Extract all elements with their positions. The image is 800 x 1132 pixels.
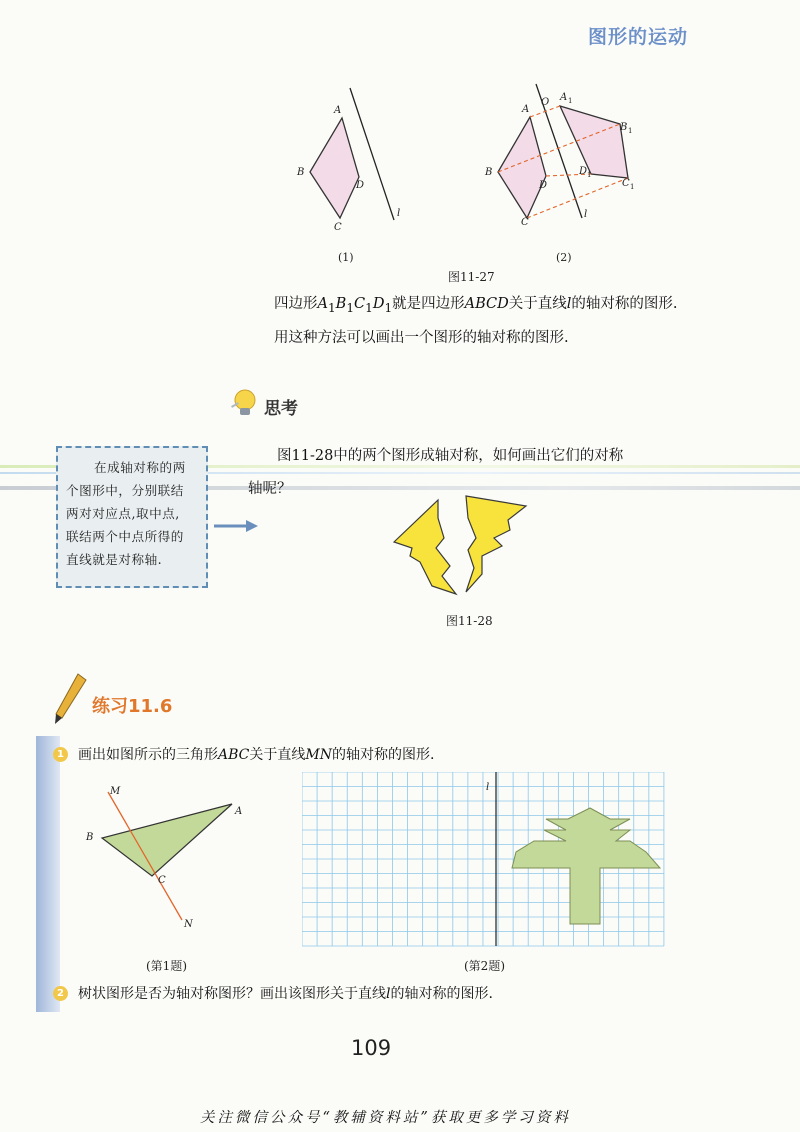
label-d2: D	[539, 180, 548, 191]
quad-a1b1c1d1	[560, 106, 628, 178]
label-a: A	[334, 105, 342, 116]
label-c1: C	[622, 178, 630, 189]
figure-caption-11-28: 图11-28	[446, 614, 493, 628]
label-c: C	[334, 222, 342, 233]
sub-caption-1: (1)	[338, 251, 354, 264]
question-2-text: 树状图形是否为轴对称图形？画出该图形关于直线l的轴对称的图形.	[78, 986, 493, 1002]
label-l2: l	[584, 209, 588, 220]
label-tri-a: A	[235, 806, 243, 817]
exercise-side-bar	[36, 736, 60, 1012]
side-note-line-1: 在成轴对称的两	[94, 460, 186, 475]
exercise-title: 练习11.6	[92, 696, 173, 717]
label-b1: B	[620, 122, 628, 133]
chapter-title: 图形的运动	[587, 26, 688, 48]
label-d1: D	[579, 166, 588, 177]
yellow-shape-left	[394, 500, 456, 594]
page-number: 109	[351, 1036, 392, 1060]
figure-caption-q2: (第2题)	[464, 959, 505, 973]
figure-caption-11-27: 图11-27	[448, 270, 495, 284]
sub-caption-2: (2)	[556, 251, 572, 264]
paragraph-1: 四边形$A_1B_1C_1D_1$就是四边形ABCD关于直线l的轴对称的图形.	[274, 296, 678, 315]
yellow-shape-right	[466, 496, 526, 592]
label-d1-sub: 1	[587, 171, 592, 179]
label-o: O	[541, 97, 550, 108]
side-note-box	[56, 446, 208, 588]
label-b2: B	[485, 167, 493, 178]
side-note-line-5: 直线就是对称轴.	[66, 552, 163, 567]
tree-shape	[512, 808, 660, 924]
triangle-figure	[80, 780, 260, 930]
label-a1: A	[560, 92, 568, 103]
side-note-line-2: 个图形中，分别联结	[66, 483, 184, 498]
label-c2: C	[521, 217, 529, 228]
label-n: N	[184, 919, 193, 930]
axis-line-l	[350, 88, 394, 220]
think-title: 思考	[264, 399, 298, 419]
quad-abcd-right	[498, 117, 546, 218]
lightbulb-icon	[228, 386, 262, 420]
quad-abcd-left	[310, 118, 359, 218]
label-l: l	[397, 208, 401, 219]
question-2-number: 2	[53, 986, 68, 1001]
label-m: M	[110, 786, 121, 797]
pencil-icon	[50, 672, 90, 726]
label-grid-l: l	[486, 782, 490, 793]
label-tri-b: B	[86, 832, 94, 843]
side-note-line-3: 两对对应点,取中点,	[66, 506, 180, 521]
figure-11-27	[290, 80, 650, 270]
question-1-number: 1	[53, 747, 68, 762]
footer-note: 关注微信公众号“教辅资料站”获取更多学习资料	[200, 1110, 571, 1126]
arrow-right-icon	[212, 518, 260, 534]
question-1-text: 画出如图所示的三角形ABC关于直线MN的轴对称的图形.	[78, 747, 435, 763]
side-note-line-4: 联结两个中点所得的	[66, 529, 184, 544]
label-b: B	[297, 167, 305, 178]
grid-figure	[302, 772, 666, 948]
figure-11-28	[390, 490, 540, 600]
paragraph-2: 用这种方法可以画出一个图形的轴对称的图形.	[274, 330, 569, 346]
label-a1-sub: 1	[568, 97, 573, 105]
label-a2: A	[522, 104, 530, 115]
figure-caption-q1: (第1题)	[146, 959, 187, 973]
label-c1-sub: 1	[630, 183, 635, 191]
label-b1-sub: 1	[628, 127, 633, 135]
think-line-2: 轴呢？	[248, 481, 292, 497]
label-tri-c: C	[158, 875, 166, 886]
label-d: D	[356, 180, 365, 191]
think-line-1: 图11-28中的两个图形成轴对称，如何画出它们的对称	[277, 448, 624, 464]
